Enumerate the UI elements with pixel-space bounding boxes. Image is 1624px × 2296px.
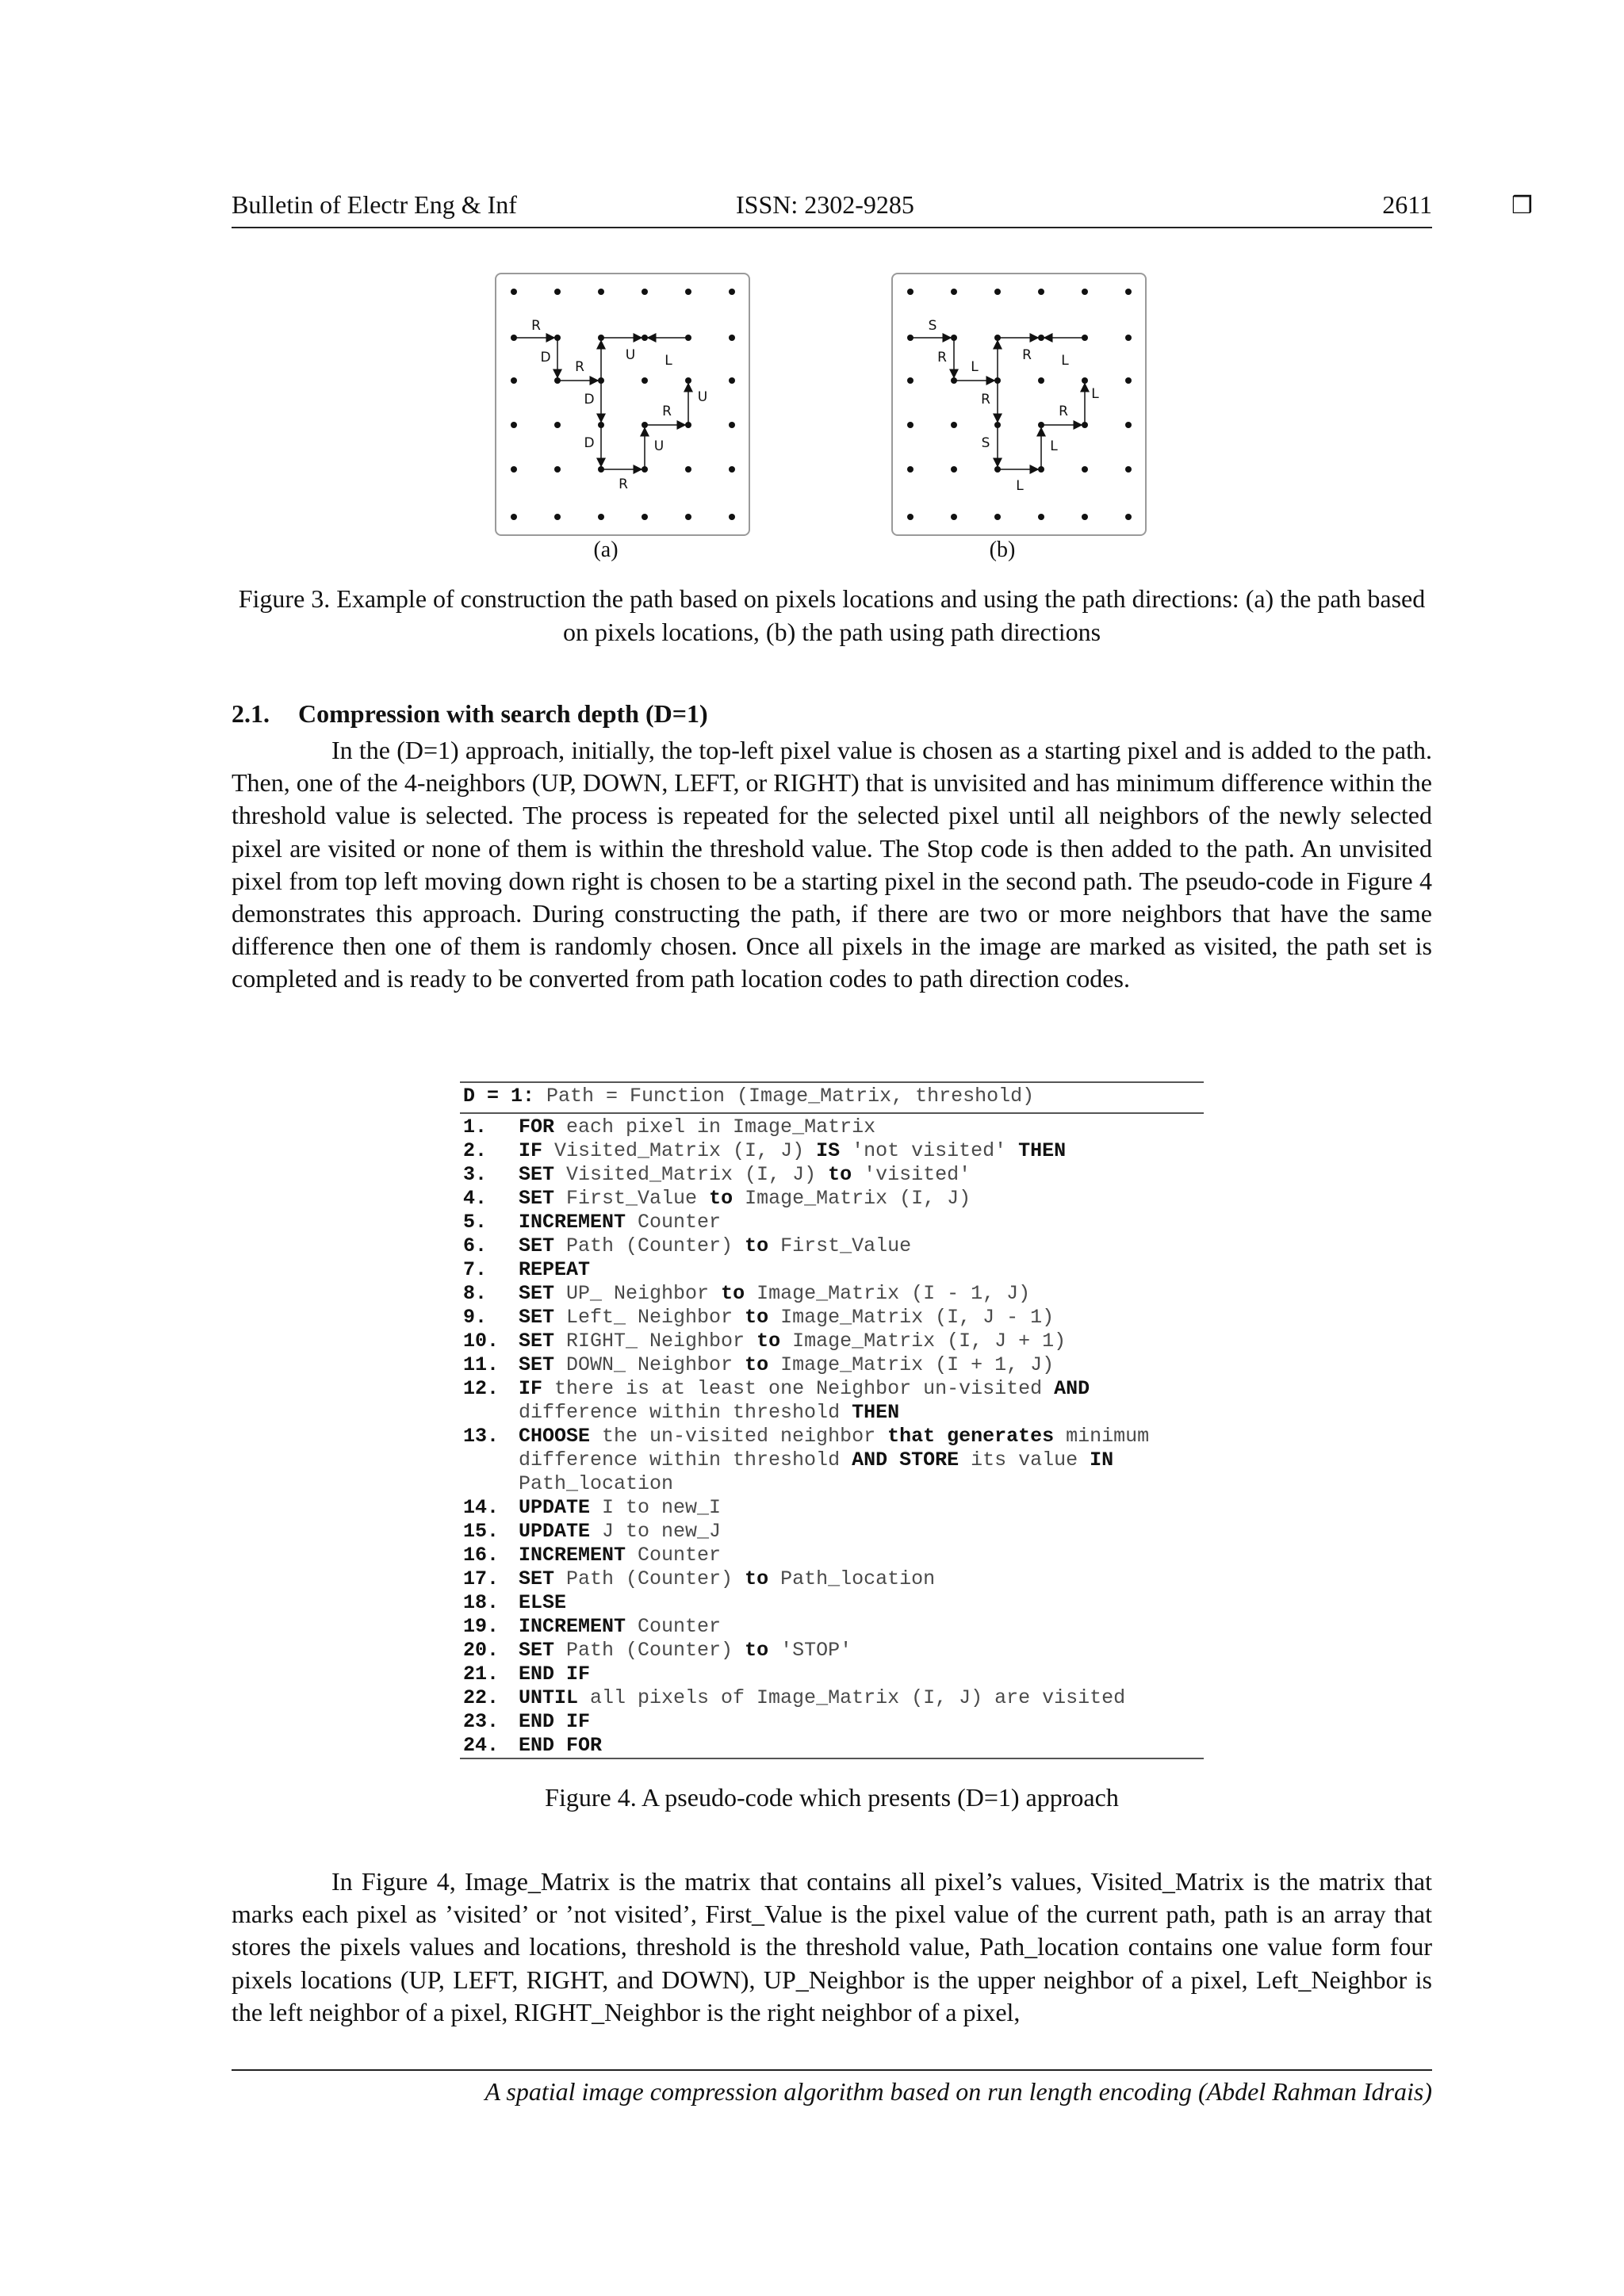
label-b-7: L	[1091, 386, 1099, 402]
pseudocode-bottom-rule	[460, 1758, 1204, 1759]
figure3-sublabel-a: (a)	[593, 538, 619, 562]
issn: ISSN: 2302-9285	[736, 190, 914, 219]
pseudocode-line	[463, 1211, 1149, 1234]
label-a-10: U	[653, 438, 665, 454]
pseudocode-line-number: 5.	[463, 1211, 488, 1234]
pseudocode-line-text: difference within threshold AND STORE its value IN	[519, 1448, 1114, 1471]
pseudocode-line	[463, 1163, 1149, 1187]
pseudocode-line-number: 3.	[463, 1163, 488, 1186]
label-b-3: L	[971, 359, 979, 375]
pseudocode-line-number: 20.	[463, 1639, 500, 1662]
pseudocode-line	[463, 1663, 1149, 1686]
pseudocode-line-number: 8.	[463, 1282, 488, 1305]
pseudocode-line-text: difference within threshold THEN	[519, 1401, 900, 1424]
pseudocode-line-text: SET Path (Counter) to 'STOP'	[519, 1639, 852, 1662]
section-title: Compression with search depth (D=1)	[298, 699, 708, 728]
pseudocode-line	[463, 1377, 1149, 1401]
pseudocode-line-text: IF there is at least one Neighbor un-visited AND	[519, 1377, 1090, 1400]
pseudocode-line	[463, 1639, 1149, 1663]
pseudocode-top-rule	[460, 1081, 1204, 1083]
pseudocode-line-text: REPEAT	[519, 1258, 591, 1281]
pseudocode-line-text: SET Path (Counter) to First_Value	[519, 1234, 912, 1257]
journal-name: Bulletin of Electr Eng & Inf	[232, 190, 517, 219]
box-icon: ❒	[1511, 192, 1533, 220]
pseudocode-line	[463, 1401, 1149, 1425]
pseudocode-line-text: CHOOSE the un-visited neighbor that generates minimum	[519, 1425, 1150, 1448]
pseudocode-line-text: UPDATE J to new_J	[519, 1520, 722, 1543]
label-b-2: R	[937, 350, 947, 365]
pseudocode-line-text: SET Visited_Matrix (I, J) to 'visited'	[519, 1163, 971, 1186]
pseudocode-line-text: FOR each pixel in Image_Matrix	[519, 1115, 876, 1138]
pseudocode-title	[463, 1085, 1034, 1108]
pseudocode-line-text: SET DOWN_ Neighbor to Image_Matrix (I + 1, J)	[519, 1353, 1055, 1376]
pseudocode-line-text: Path_location	[519, 1472, 674, 1495]
pseudocode-line	[463, 1139, 1149, 1163]
pseudocode-line	[463, 1710, 1149, 1734]
pseudocode-line	[463, 1115, 1149, 1139]
pseudocode-line-number: 6.	[463, 1234, 488, 1257]
pseudocode-line-number: 17.	[463, 1567, 500, 1590]
pseudocode-line	[463, 1686, 1149, 1710]
pseudocode-line-text: END IF	[519, 1710, 591, 1733]
label-b-9: S	[981, 435, 990, 451]
pseudocode-line-number: 7.	[463, 1258, 488, 1281]
pseudocode-line	[463, 1306, 1149, 1330]
footer-rule	[232, 2069, 1432, 2071]
pseudocode-line-text: UNTIL all pixels of Image_Matrix (I, J) are visited	[519, 1686, 1126, 1709]
pseudocode-line-text: END FOR	[519, 1734, 603, 1757]
pseudocode-line-text: SET Path (Counter) to Path_location	[519, 1567, 936, 1590]
paragraph: In the (D=1) approach, initially, the top-left pixel value is chosen as a starting pixel and is added to the path. Then, one of the 4-neighbors (UP, DOWN, LEFT, or RIGHT) that is unvisited and has minimum difference within the threshold value is selected. The process is repeated for the selected pixel until all neighbors of the newly selected pixel are visited or none of them is within the threshold value. The Stop code is then added to the path. An unvisited pixel from top left moving down right is chosen to be a starting pixel in the second path. The pseudo-code in Figure 4 demonstrates this approach. During constructing the path, if there are two or more neighbors that have the same difference then one of them is randomly chosen. Once all pixels in the image are marked as visited, the path set is completed and is ready to be converted from path location codes to path direction codes.	[232, 736, 1432, 993]
pseudocode-line	[463, 1734, 1149, 1758]
pseudocode-line-number: 19.	[463, 1615, 500, 1638]
section-heading	[232, 699, 708, 729]
pseudocode-line	[463, 1187, 1149, 1211]
label-b-4: R	[1022, 347, 1032, 363]
pseudocode-line-text: SET Left_ Neighbor to Image_Matrix (I, J - 1)	[519, 1306, 1055, 1329]
pseudocode-line	[463, 1425, 1149, 1448]
pseudocode-line-number: 2.	[463, 1139, 488, 1162]
pseudocode-line-number: 11.	[463, 1353, 500, 1376]
pseudocode-line-text: INCREMENT Counter	[519, 1615, 722, 1638]
label-b-1: S	[928, 318, 937, 334]
section-number: 2.1.	[232, 699, 270, 728]
label-a-9: D	[584, 435, 595, 451]
pseudocode-line-number: 9.	[463, 1306, 488, 1329]
label-b-6: R	[981, 392, 990, 408]
pseudocode-mid-rule	[460, 1112, 1204, 1114]
pseudocode-line-number: 21.	[463, 1663, 500, 1686]
pseudocode-line	[463, 1258, 1149, 1282]
label-b-8: R	[1059, 404, 1068, 419]
page-header	[232, 190, 1533, 228]
pseudocode-line-text: INCREMENT Counter	[519, 1544, 722, 1567]
page-number: 2611	[1382, 190, 1432, 219]
pseudocode-line-number: 12.	[463, 1377, 500, 1400]
pseudocode-line-text: SET First_Value to Image_Matrix (I, J)	[519, 1187, 971, 1210]
pseudocode-lines	[463, 1115, 1149, 1758]
pseudocode-line-number: 18.	[463, 1591, 500, 1614]
label-a-2: D	[540, 350, 551, 365]
pseudocode-line-text: END IF	[519, 1663, 591, 1686]
pseudocode-line	[463, 1353, 1149, 1377]
pseudocode-line-number: 23.	[463, 1710, 500, 1733]
pseudocode-line	[463, 1234, 1149, 1258]
pseudocode-line-number: 14.	[463, 1496, 500, 1519]
pseudocode-title-rest: Path = Function (Image_Matrix, threshold)	[534, 1085, 1035, 1108]
figure3-panel-b	[891, 273, 1147, 536]
figure4-caption: Figure 4. A pseudo-code which presents (D=1) approach	[545, 1783, 1119, 1812]
pseudocode-line	[463, 1330, 1149, 1353]
pseudocode-line	[463, 1282, 1149, 1306]
pseudocode-line	[463, 1472, 1149, 1496]
label-b-11: L	[1016, 478, 1024, 494]
pseudocode-line-number: 22.	[463, 1686, 500, 1709]
pseudocode-line-text: IF Visited_Matrix (I, J) IS 'not visited' THEN	[519, 1139, 1067, 1162]
label-a-5: L	[665, 353, 672, 369]
pseudocode-line	[463, 1615, 1149, 1639]
pseudocode-block	[460, 1081, 1204, 1760]
pseudocode-line-number: 1.	[463, 1115, 488, 1138]
pseudocode-title-bold: D = 1:	[463, 1085, 535, 1108]
figure3-panel-a	[495, 273, 750, 536]
figure3-caption: Figure 3. Example of construction the path based on pixels locations and using the path directions: (a) the path based on pixels locations, (b) the path using path directions	[238, 584, 1426, 646]
pseudocode-line-number: 13.	[463, 1425, 500, 1448]
pseudocode-line-number: 16.	[463, 1544, 500, 1567]
label-a-1: R	[531, 318, 541, 334]
pseudocode-line-text: SET UP_ Neighbor to Image_Matrix (I - 1, J)	[519, 1282, 1031, 1305]
pseudocode-line-text: INCREMENT Counter	[519, 1211, 722, 1234]
pseudocode-line-text: UPDATE I to new_I	[519, 1496, 722, 1519]
pseudocode-line	[463, 1567, 1149, 1591]
label-a-6: D	[584, 392, 595, 408]
label-a-7: R	[662, 404, 672, 419]
page-footer: A spatial image compression algorithm based on run length encoding (Abdel Rahman Idrais)	[485, 2077, 1432, 2106]
label-a-4: U	[625, 347, 636, 363]
label-a-8: U	[697, 389, 708, 405]
path-diagram-a	[496, 274, 749, 534]
pseudocode-line-text: SET RIGHT_ Neighbor to Image_Matrix (I, J + 1)	[519, 1330, 1067, 1353]
pseudocode-line-number: 15.	[463, 1520, 500, 1543]
pseudocode-line	[463, 1591, 1149, 1615]
label-b-10: L	[1050, 438, 1058, 454]
pseudocode-line-number: 24.	[463, 1734, 500, 1757]
path-diagram-b	[893, 274, 1145, 534]
pseudocode-line	[463, 1496, 1149, 1520]
pseudocode-line	[463, 1520, 1149, 1544]
pseudocode-line-text: ELSE	[519, 1591, 567, 1614]
pseudocode-line-number: 10.	[463, 1330, 500, 1353]
label-b-5: L	[1061, 353, 1069, 369]
label-a-3: R	[575, 359, 584, 375]
figure3-sublabel-b: (b)	[989, 538, 1016, 562]
paragraph: In Figure 4, Image_Matrix is the matrix that contains all pixel’s values, Visited_Matrix is the matrix that marks each pixel as ’visited’ or ’not visited’, First_Value is the pixel value of the current path, path is an array that stores the pixels values and locations, threshold is the threshold value, Path_location contains one value form four pixels locations (UP, LEFT, RIGHT, and DOWN), UP_Neighbor is the upper neighbor of a pixel, Left_Neighbor is the left neighbor of a pixel, RIGHT_Neighbor is the right neighbor of a pixel,	[232, 1867, 1432, 2026]
pseudocode-line	[463, 1448, 1149, 1472]
pseudocode-line-number: 4.	[463, 1187, 488, 1210]
label-a-11: R	[619, 476, 628, 492]
pseudocode-line	[463, 1544, 1149, 1567]
